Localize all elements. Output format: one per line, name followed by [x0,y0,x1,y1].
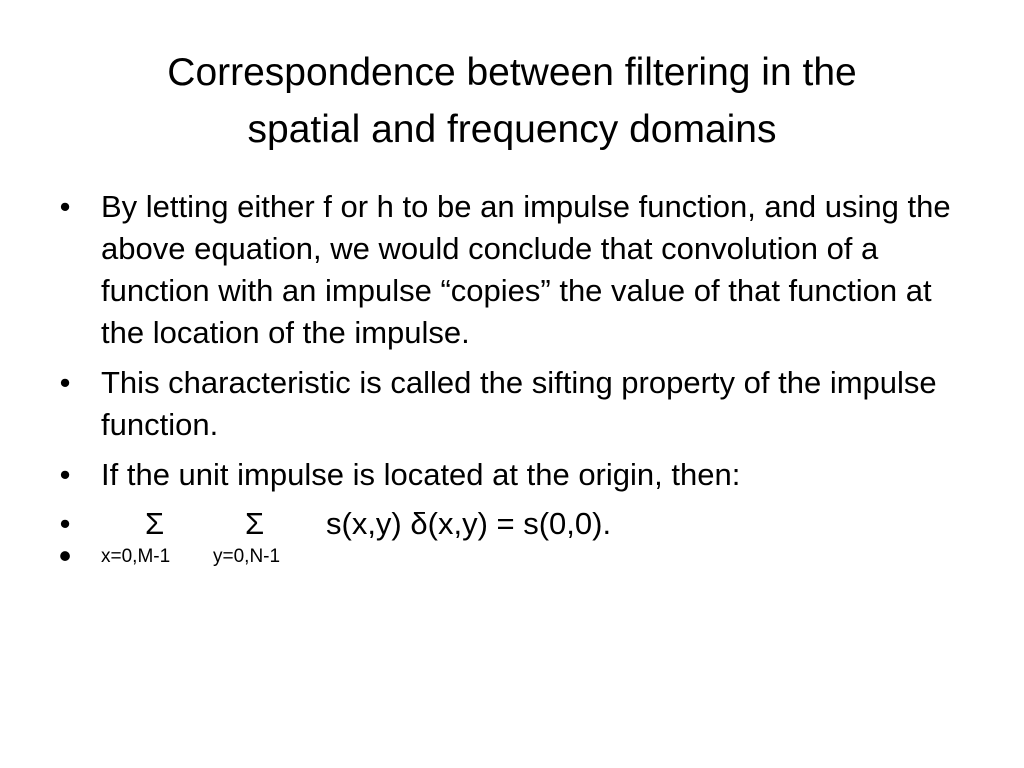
bullet-icon: • [59,506,71,541]
slide-title-line-1: Correspondence between filtering in the [167,51,857,94]
summation-symbol-y: Σ [245,506,265,541]
slide-title [60,44,964,158]
bullet-text: By letting either f or h to be an impulse function, and using the above equation, we would conclude that convolution of a function with an impulse “copies” the value of that function at the location of the impulse. [101,189,951,350]
bullet-icon: • [59,189,71,224]
bullet-item [55,454,975,496]
bullet-icon: • [58,535,72,576]
slide-title-line-2: spatial and frequency domains [247,108,777,151]
formula-subscript-row [55,535,975,576]
summation-subscript-y: y=0,N-1 [213,546,281,567]
formula-row [55,504,975,544]
slide-body [55,186,975,576]
formula-expression: s(x,y) δ(x,y) = s(0,0). [326,506,612,541]
summation-subscript-x: x=0,M-1 [101,546,171,567]
bullet-item [55,362,975,446]
summation-symbol-x: Σ [145,506,165,541]
bullet-text: This characteristic is called the sifting property of the impulse function. [101,365,937,442]
bullet-text: If the unit impulse is located at the origin, then: [101,457,741,492]
bullet-icon: • [59,365,71,400]
bullet-icon: • [59,457,71,492]
bullet-item [55,186,975,354]
